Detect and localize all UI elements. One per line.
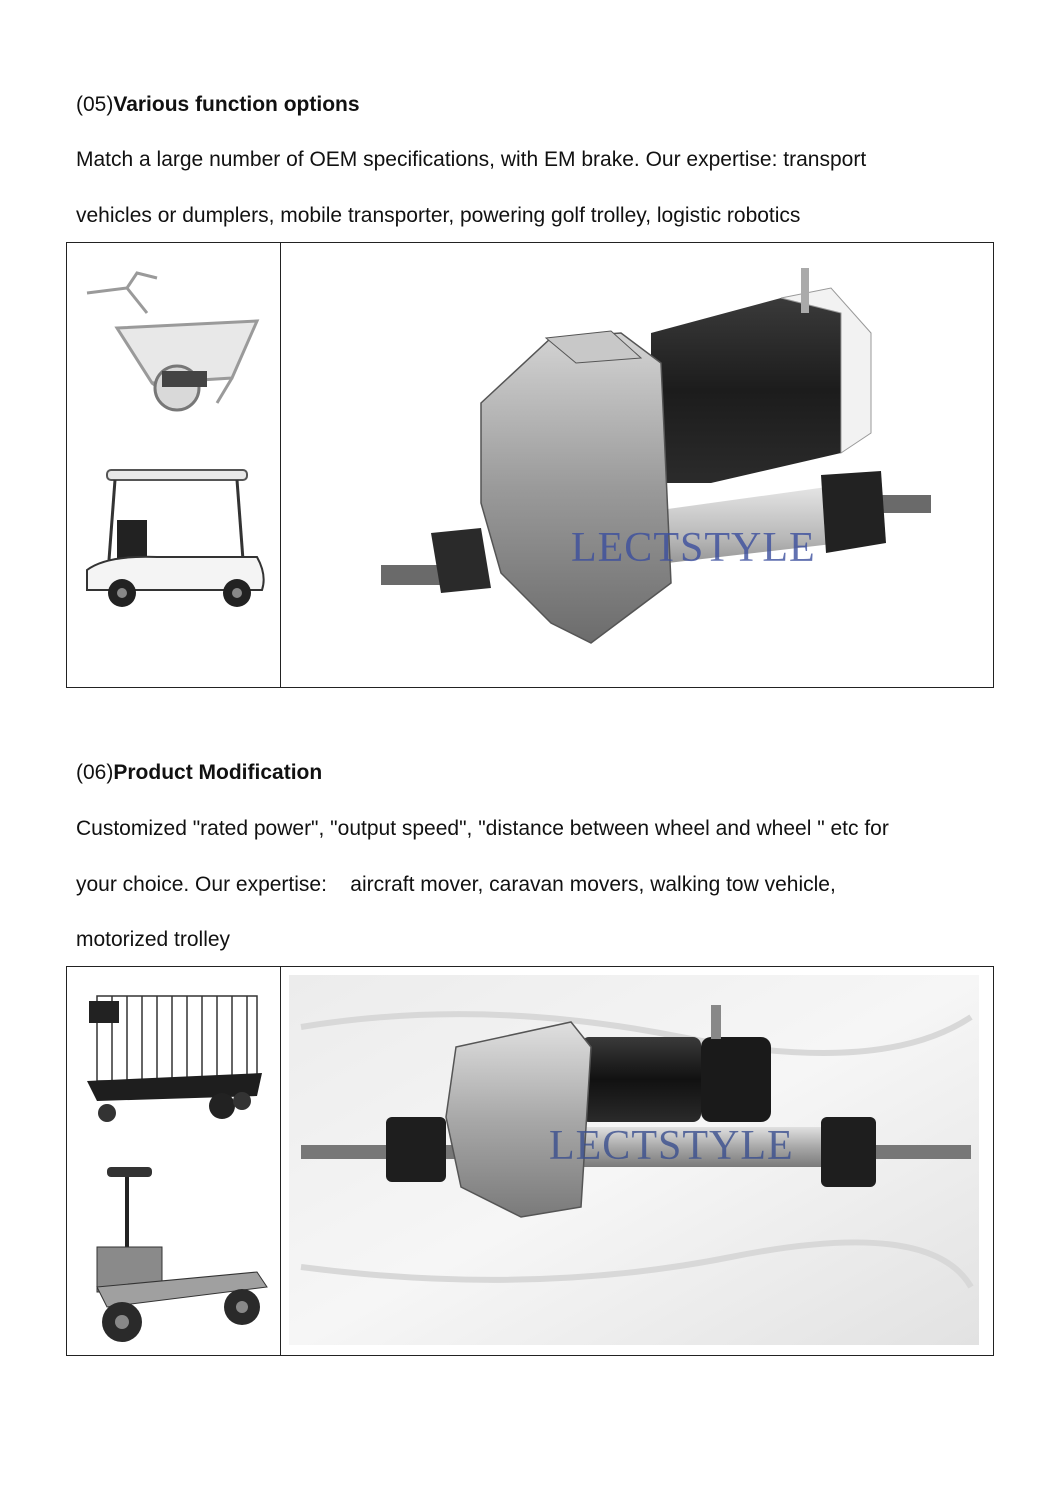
transaxle-motor-image xyxy=(281,243,993,686)
motor-can xyxy=(651,298,841,483)
wheelbarrow-image xyxy=(67,253,279,453)
right-bearing xyxy=(821,471,886,553)
section-05-image-table xyxy=(66,242,994,688)
watermark: LECTSTYLE xyxy=(571,525,816,571)
cage-trolley-image xyxy=(67,981,279,1151)
section-05-main-photo xyxy=(281,243,993,687)
transaxle-photo-image xyxy=(281,967,993,1354)
motor-can xyxy=(581,1037,701,1122)
section-05-heading xyxy=(76,92,360,118)
section-06-line-1: Customized "rated power", "output speed", "distance between wheel and wheel " etc for xyxy=(76,817,889,840)
section-06-number: (06) xyxy=(76,761,114,784)
section-06-thumbnails xyxy=(67,967,281,1355)
right-bearing xyxy=(821,1117,876,1187)
gearbox-housing xyxy=(446,1022,591,1217)
flatbed-cart-image xyxy=(67,1157,279,1355)
terminal xyxy=(801,268,809,313)
section-05-number: (05) xyxy=(76,93,114,116)
section-06-main-photo xyxy=(281,967,993,1355)
section-06-title: Product Modification xyxy=(113,761,323,784)
section-06-line-2: your choice. Our expertise: aircraft mover, caravan movers, walking tow vehicle, xyxy=(76,873,836,896)
left-bearing xyxy=(386,1117,446,1182)
section-05-line-1: Match a large number of OEM specifications, with EM brake. Our expertise: transport xyxy=(76,148,867,171)
gearbox-housing xyxy=(481,333,671,643)
golf-cart-image xyxy=(67,465,279,615)
left-flange xyxy=(431,528,491,593)
wheelbarrow-motor xyxy=(162,371,207,387)
section-06-line-3: motorized trolley xyxy=(76,928,231,951)
section-06-image-table xyxy=(66,966,994,1356)
section-05-title: Various function options xyxy=(113,93,360,116)
section-05-thumbnails xyxy=(67,243,281,687)
watermark: LECTSTYLE xyxy=(549,1123,794,1169)
section-05-line-2: vehicles or dumplers, mobile transporter, powering golf trolley, logistic robotics xyxy=(76,204,801,227)
section-06-heading xyxy=(76,760,322,786)
